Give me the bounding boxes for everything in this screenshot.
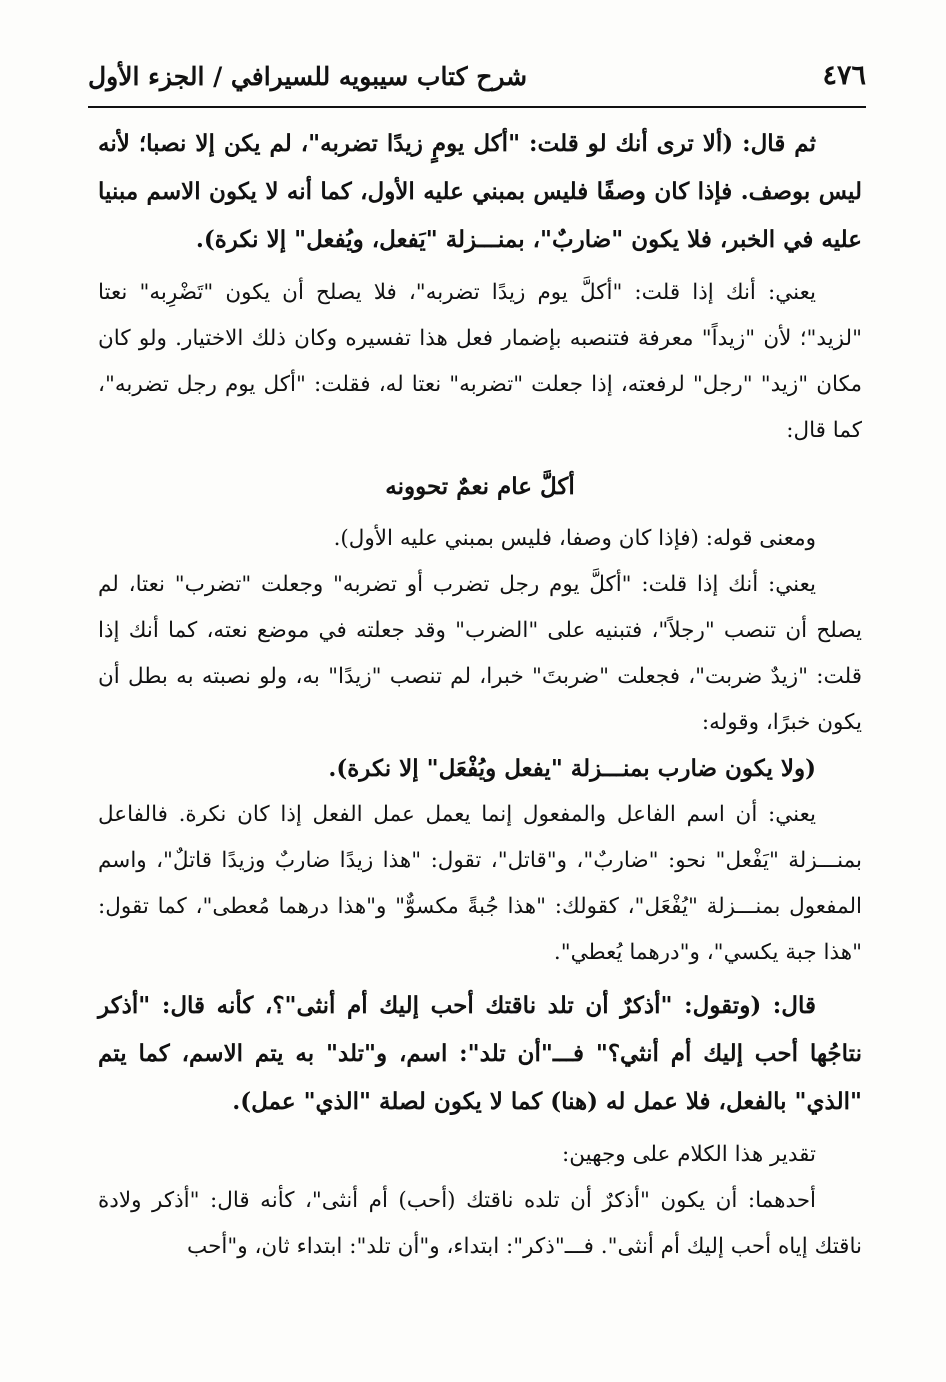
paragraph: تقدير هذا الكلام على وجهين:: [561, 1142, 816, 1167]
page-header: [88, 58, 866, 108]
paragraph: ثم قال: (ألا ترى أنك لو قلت: "أكل يومٍ زيدًا تضربه"، لم يكن إلا نصبا؛ لأنه ليس بوصف. فإذا كان وصفًا فليس بمبني عليه الأول، كما أنه لا يكون الاسم مبنيا عليه في الخبر، فلا يكون "ضاربٌ"، بمنـــزلة "يَفعل، ويُفعل" إلا نكرة).: [98, 130, 862, 253]
page-number: ٤٧٦: [822, 60, 866, 91]
paragraph: يعني: أن اسم الفاعل والمفعول إنما يعمل عمل الفعل إذا كان نكرة. فالفاعل بمنـــزلة "يَفْعل" نحو: "ضاربٌ"، و"قاتل"، تقول: "هذا زيدًا ضاربٌ وزيدًا قاتلٌ"، واسم المفعول بمنـــزلة "يُفْعَل"، كقولك: "هذا جُبةً مكسوٌّ" و"هذا درهما مُعطى"، كما تقول: "هذا جبة يكسي"، و"درهما يُعطي".: [98, 802, 862, 965]
paragraph: يعني: أنك إذا قلت: "أكلَّ يوم رجل تضرب أو تضربه" وجعلت "تضرب" نعتا، لم يصلح أن تنصب "رجلاً"، فتبنيه على "الضرب" وقد جعلته في موضع نعته، كما أنك إذا قلت: "زيدٌ ضربت"، فجعلت "ضربتَ" خبرا، لم تنصب "زيدًا" به، ولو نصبته به بطل أن يكون خبرًا، وقوله:: [98, 572, 862, 735]
paragraph: أحدهما: أن يكون "أذكرٌ أن تلده ناقتك (أحب) أم أنثى"، كأنه قال: "أذكر ولادة ناقتك إياه أحب إليك أم أنثى". فـــ"ذكر": ابتداء، و"أن تلد": ابتداء ثان، و"أحب: [98, 1188, 862, 1259]
paragraph: (ولا يكون ضارب بمنـــزلة "يفعل ويُفْعَل" إلا نكرة).: [328, 755, 816, 782]
verse-line: أكلَّ عام نعمٌ تحوونه: [385, 473, 575, 500]
page-body: [98, 120, 862, 1270]
paragraph: ومعنى قوله: (فإذا كان وصفا، فليس بمبني عليه الأول).: [333, 526, 816, 551]
running-title: شرح كتاب سيبويه للسيرافي / الجزء الأول: [88, 62, 528, 91]
paragraph: يعني: أنك إذا قلت: "أكلَّ يوم زيدًا تضربه"، فلا يصلح أن يكون "تَضْرِبه" نعتا "لزيد"؛ لأن "زيداً" معرفة فتنصبه بإضمار فعل هذا تفسيره وكان ذلك الاختيار. ولو كان مكان "زيد" "رجل" لرفعته، إذا جعلت "تضربه" نعتا له، فقلت: "أكل يوم رجل تضربه"، كما قال:: [98, 280, 862, 443]
paragraph: قال: (وتقول: "أذكرٌ أن تلد ناقتك أحب إليك أم أنثى"؟، كأنه قال: "أذكر نتاجُها أحب إليك أم أنثي؟" فـــ"أن تلد": اسم، و"تلد" به يتم الاسم، كما يتم "الذي" بالفعل، فلا عمل له (هنا) كما لا يكون لصلة "الذي" عمل).: [98, 992, 862, 1115]
